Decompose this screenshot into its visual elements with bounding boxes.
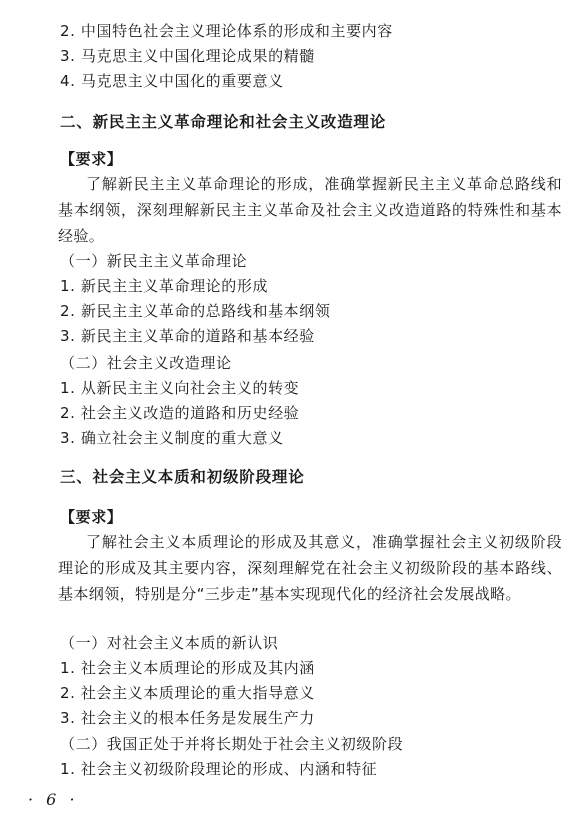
section-heading: 三、社会主义本质和初级阶段理论 [60, 468, 305, 486]
requirement-label: 【要求】 [60, 508, 123, 526]
list-item: 2. 新民主主义革命的总路线和基本纲领 [60, 302, 331, 320]
page-number: · 6 · [28, 790, 79, 809]
list-item: 3. 社会主义的根本任务是发展生产力 [60, 709, 315, 727]
section-heading: 二、新民主主义革命理论和社会主义改造理论 [60, 113, 387, 131]
list-item: 1. 从新民主主义向社会主义的转变 [60, 379, 300, 397]
subsection-heading: （二）社会主义改造理论 [60, 354, 232, 372]
requirement-label: 【要求】 [60, 150, 123, 168]
subsection-heading: （二）我国正处于并将长期处于社会主义初级阶段 [60, 735, 404, 753]
list-item: 2. 社会主义本质理论的重大指导意义 [60, 684, 315, 702]
list-item: 1. 社会主义本质理论的形成及其内涵 [60, 659, 315, 677]
list-item: 3. 马克思主义中国化理论成果的精髓 [60, 47, 315, 65]
list-item: 4. 马克思主义中国化的重要意义 [60, 72, 284, 90]
list-item: 1. 新民主主义革命理论的形成 [60, 277, 269, 295]
requirement-paragraph: 了解新民主主义革命理论的形成，准确掌握新民主主义革命总路线和基本纲领，深刻理解新民主主义革命及社会主义改造道路的特殊性和基本经验。 [58, 175, 562, 245]
list-item: 1. 社会主义初级阶段理论的形成、内涵和特征 [60, 760, 378, 778]
requirement-paragraph: 了解社会主义本质理论的形成及其意义，准确掌握社会主义初级阶段理论的形成及其主要内容，深刻理解党在社会主义初级阶段的基本路线、基本纲领，特别是分“三步走”基本实现现代化的经济社会发展战略。 [58, 533, 562, 603]
subsection-heading: （一）对社会主义本质的新认识 [60, 634, 279, 652]
list-item: 2. 社会主义改造的道路和历史经验 [60, 404, 300, 422]
list-item: 2. 中国特色社会主义理论体系的形成和主要内容 [60, 22, 393, 40]
list-item: 3. 新民主主义革命的道路和基本经验 [60, 327, 315, 345]
subsection-heading: （一）新民主主义革命理论 [60, 252, 248, 270]
list-item: 3. 确立社会主义制度的重大意义 [60, 429, 284, 447]
